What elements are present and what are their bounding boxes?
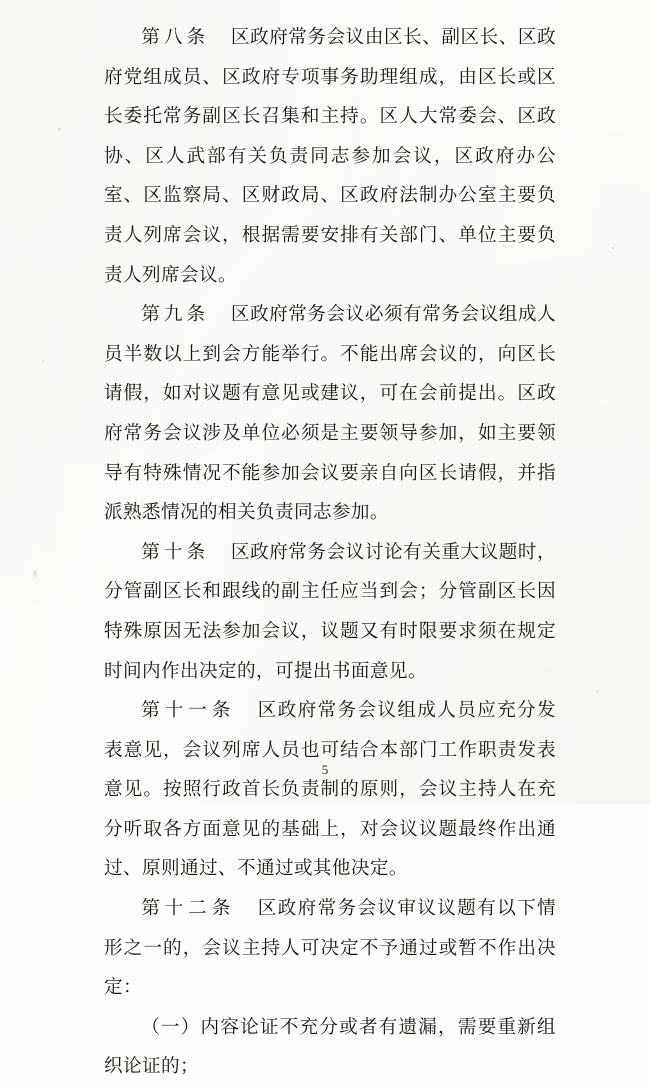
page-number: 5 — [321, 762, 329, 777]
article-term: 第十条 — [141, 541, 210, 563]
paragraph-item-1 — [104, 1008, 556, 1087]
scan-speck — [58, 128, 61, 131]
item-text: （一）内容论证不充分或者有遗漏，需要重新组织论证的； — [104, 1016, 556, 1078]
article-text: 区政府常务会议由区长、副区长、区政府党组成员、区政府专项事务助理组成，由区长或区长委托常务副区长召集和主持。区人大常委会、区政协、区人武部有关负责同志参加会议，区政府办公室、区监察局、区财政局、区政府法制办公室主要负责人列席会议，根据需要安排有关部门、单位主要负责人列席会议。 — [104, 27, 556, 286]
article-text: 区政府常务会议讨论有关重大议题时，分管副区长和跟线的副主任应当到会；分管副区长因特殊原因无法参加会议，议题又有时限要求须在规定时间内作出决定的，可提出书面意见。 — [104, 541, 556, 682]
article-term: 第八条 — [141, 27, 210, 48]
article-term: 第十一条 — [141, 700, 236, 722]
paragraph-article-11 — [104, 691, 556, 889]
paragraph-article-10 — [104, 533, 556, 691]
scan-speck — [612, 247, 614, 249]
scan-speck — [33, 570, 37, 577]
article-text: 区政府常务会议组成人员应充分发表意见，会议列席人员也可结合本部门工作职责发表意见。按照行政首长负责制的原则，会议主持人在充分听取各方面意见的基础上，对会议议题最终作出通过、原则通过、不通过或其他决定。 — [104, 700, 556, 880]
paragraph-article-9 — [104, 295, 556, 533]
document-body — [104, 18, 556, 1087]
paragraph-article-12 — [104, 889, 556, 1008]
paragraph-article-8 — [104, 18, 556, 295]
article-text: 区政府常务会议必须有常务会议组成人员半数以上到会方能举行。不能出席会议的，向区长请假，如对议题有意见或建议，可在会前提出。区政府常务会议涉及单位必须是主要领导参加，如主要领导有特殊情况不能参加会议要亲自向区长请假，并指派熟悉情况的相关负责同志参加。 — [104, 304, 556, 524]
scan-speck — [596, 690, 599, 693]
article-term: 第九条 — [141, 304, 210, 326]
article-text: 区政府常务会议审议议题有以下情形之一的，会议主持人可决定不予通过或暂不作出决定： — [104, 898, 556, 999]
article-term: 第十二条 — [141, 898, 236, 920]
scan-speck — [42, 360, 44, 362]
